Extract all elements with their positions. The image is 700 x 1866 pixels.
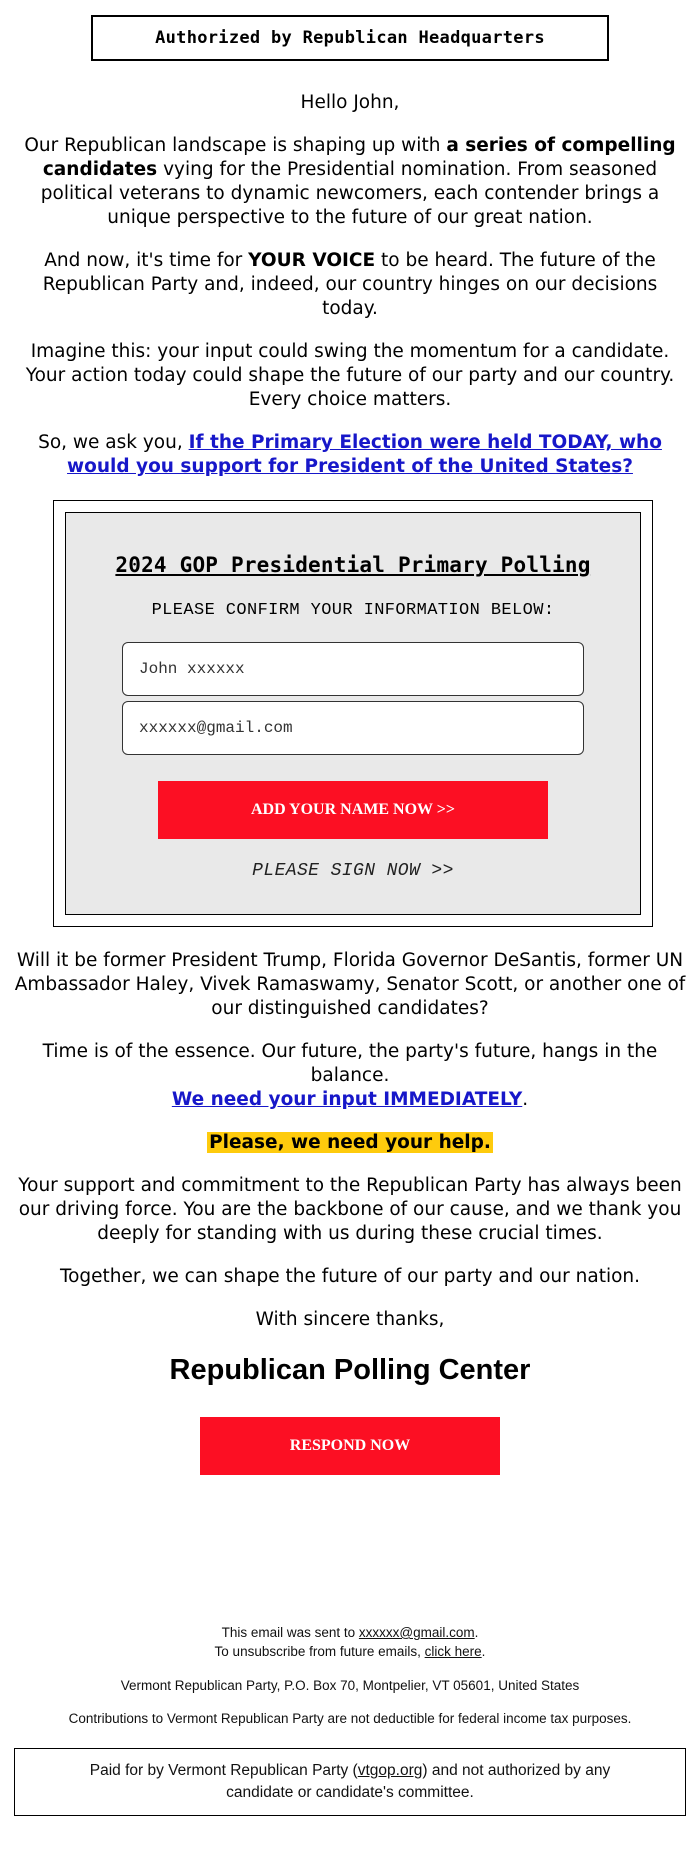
sent-email-link[interactable]: xxxxxx@gmail.com bbox=[358, 1625, 475, 1640]
essence-text: Time is of the essence. Our future, the party's future, hangs in the balance. bbox=[42, 1041, 658, 1086]
greeting: Hello John, bbox=[300, 92, 400, 113]
together-paragraph: Together, we can shape the future of our party and our nation. bbox=[59, 1266, 641, 1287]
intro-text: Our Republican landscape is shaping up with bbox=[24, 135, 447, 156]
intro-bold: a series of compelling candidates bbox=[42, 135, 676, 180]
unsubscribe-period: . bbox=[481, 1644, 486, 1659]
unsubscribe-link[interactable]: click here bbox=[424, 1644, 482, 1659]
respond-now-button[interactable]: RESPOND NOW bbox=[200, 1417, 500, 1475]
poll-panel bbox=[65, 512, 641, 915]
help-highlight: Please, we need your help. bbox=[209, 1132, 491, 1153]
essence-paragraph bbox=[14, 1040, 686, 1112]
sent-text: This email was sent to bbox=[221, 1625, 359, 1640]
signature: Republican Polling Center bbox=[169, 1354, 531, 1386]
email-value: xxxxxx@gmail.com bbox=[139, 719, 293, 737]
poll-title: 2024 GOP Presidential Primary Polling bbox=[115, 553, 591, 577]
unsubscribe-line bbox=[0, 1642, 700, 1661]
email-body-lower bbox=[0, 949, 700, 1332]
sent-period: . bbox=[474, 1625, 479, 1640]
paid-text: Paid for by Vermont Republican Party ( bbox=[89, 1762, 358, 1779]
paid-for-text bbox=[55, 1760, 645, 1804]
candidates-paragraph: Will it be former President Trump, Florida Governor DeSantis, former UN Ambassador Haley, Vivek Ramaswamy, Senator Scott, or another one of our distinguished candidates? bbox=[14, 950, 686, 1019]
primary-question-link[interactable]: If the Primary Election were held TODAY, who would you support for President of the United States? bbox=[67, 432, 662, 477]
closing-text: With sincere thanks, bbox=[255, 1309, 445, 1330]
voice-paragraph bbox=[14, 249, 686, 321]
poll-box bbox=[53, 500, 653, 927]
authorized-text: Authorized by Republican Headquarters bbox=[155, 28, 545, 48]
footer bbox=[0, 1623, 700, 1728]
input-immediately-link[interactable]: We need your input IMMEDIATELY bbox=[171, 1089, 523, 1110]
email-field[interactable] bbox=[122, 701, 584, 755]
support-paragraph: Your support and commitment to the Republican Party has always been our driving force. You are the backbone of our cause, and we thank you deeply for standing with us during these crucial times. bbox=[18, 1175, 682, 1244]
contributions-line: Contributions to Vermont Republican Party are not deductible for federal income tax purposes. bbox=[68, 1711, 632, 1726]
add-your-name-button[interactable]: ADD YOUR NAME NOW >> bbox=[158, 781, 548, 839]
sign-now-link[interactable]: PLEASE SIGN NOW >> bbox=[252, 861, 454, 881]
unsubscribe-text: To unsubscribe from future emails, bbox=[214, 1644, 425, 1659]
voice-text-end: to be heard. The future of the Republican Party and, indeed, our country hinges on our decisions today. bbox=[42, 250, 658, 319]
voice-bold: YOUR VOICE bbox=[248, 250, 376, 271]
authorized-banner bbox=[91, 15, 609, 61]
intro-paragraph bbox=[14, 134, 686, 230]
voice-text: And now, it's time for bbox=[44, 250, 249, 271]
poll-subtitle: PLEASE CONFIRM YOUR INFORMATION BELOW: bbox=[151, 601, 555, 620]
sent-to-line bbox=[0, 1623, 700, 1642]
vtgop-link[interactable]: vtgop.org bbox=[357, 1762, 423, 1779]
ask-paragraph bbox=[14, 431, 686, 479]
essence-period: . bbox=[522, 1089, 529, 1110]
email-body bbox=[0, 91, 700, 479]
ask-text: So, we ask you, bbox=[38, 432, 189, 453]
paid-text-end: ) and not authorized by any candidate or candidate's committee. bbox=[226, 1762, 611, 1801]
intro-text-end: vying for the Presidential nomination. From seasoned political veterans to dynamic newcomers, each contender brings a unique perspective to the future of our great nation. bbox=[40, 159, 660, 228]
address-line: Vermont Republican Party, P.O. Box 70, Montpelier, VT 05601, United States bbox=[120, 1678, 580, 1693]
help-paragraph bbox=[14, 1131, 686, 1155]
name-field[interactable] bbox=[122, 642, 584, 696]
name-value: John xxxxxx bbox=[139, 660, 245, 678]
imagine-paragraph: Imagine this: your input could swing the momentum for a candidate. Your action today could shape the future of our party and our country. Every choice matters. bbox=[25, 341, 675, 410]
paid-for-box bbox=[14, 1748, 686, 1816]
